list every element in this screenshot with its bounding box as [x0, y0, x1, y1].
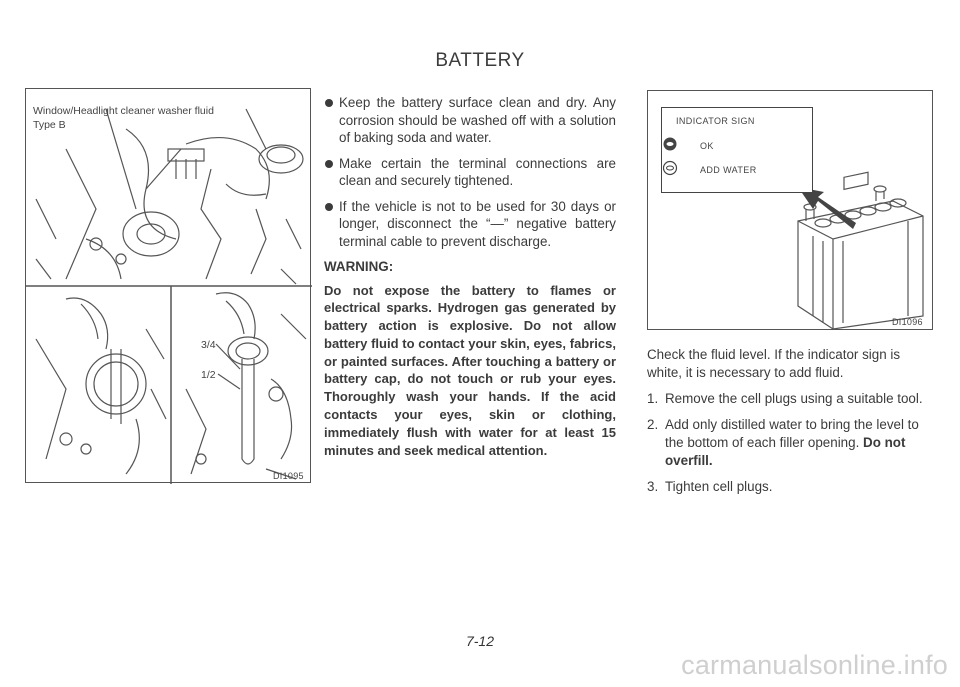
warning-body: Do not expose the battery to flames or electrical sparks. Hydrogen gas generated by battery action is explosive. Do not allow battery fluid to contact your skin, eyes, fabrics, or painted surfaces. After touching a battery or battery cap, do not touch or rub your eyes. Thoroughly wash your hands. If the acid contacts your eyes, skin or clothing, immediately flush with water for at least 15 minutes and seek medical attention. — [324, 282, 616, 458]
bullet-text: If the vehicle is not to be used for 30 days or longer, disconnect the “—” negative battery terminal cable to prevent discharge. — [339, 198, 616, 249]
bullet-text: Keep the battery surface clean and dry. Any corrosion should be washed off with a solution of baking soda and water. — [339, 95, 616, 145]
warning-heading: WARNING: — [324, 259, 394, 274]
step-text: Remove the cell plugs using a suitable tool. — [665, 391, 923, 406]
step-text: Add only distilled water to bring the level to the bottom of each filler opening. — [665, 417, 919, 450]
step-number: 3. — [647, 479, 659, 494]
ok-label: OK — [700, 141, 714, 151]
step-item — [647, 416, 935, 470]
bullet-item — [324, 155, 616, 190]
page-number: 7-12 — [465, 633, 495, 649]
engine-bay-illustration — [25, 88, 311, 483]
battery-care-text — [324, 94, 616, 459]
step-emphasis: Do not overfill. — [665, 435, 906, 468]
step-text: Tighten cell plugs. — [665, 479, 773, 494]
page-title: BATTERY — [435, 50, 525, 71]
bullet-dot — [325, 99, 333, 107]
bullet-text: Make certain the terminal connections are clean and securely tightened. — [339, 155, 616, 188]
watermark: carmanualsonline.info — [681, 650, 948, 680]
fluid-type-label-line2: Type B — [33, 119, 66, 131]
bullet-item — [324, 198, 616, 251]
figure-code: DI1095 — [273, 471, 304, 481]
fluid-type-label: Window/Headlight cleaner washer fluid — [33, 105, 214, 117]
fluid-check-text — [647, 346, 935, 504]
figure-code: DI1096 — [892, 317, 923, 327]
bullet-dot — [325, 203, 333, 211]
indicator-title: INDICATOR SIGN — [676, 116, 755, 126]
level-mark-12: 1/2 — [201, 369, 216, 381]
step-number: 2. — [647, 417, 659, 432]
battery-illustration — [647, 90, 933, 330]
step-number: 1. — [647, 391, 659, 406]
add-water-label: ADD WATER — [700, 165, 757, 175]
ok-indicator-icon — [662, 136, 678, 152]
bullet-dot — [325, 160, 333, 168]
add-water-indicator-icon — [662, 160, 678, 176]
step-item — [647, 478, 935, 496]
bullet-item — [324, 94, 616, 147]
indicator-sign-box — [661, 107, 813, 193]
washer-fluid-drawing — [26, 89, 312, 484]
intro-paragraph: Check the fluid level. If the indicator sign is white, it is necessary to add fluid. — [647, 347, 901, 380]
step-item — [647, 390, 935, 408]
level-mark-34: 3/4 — [201, 339, 216, 351]
